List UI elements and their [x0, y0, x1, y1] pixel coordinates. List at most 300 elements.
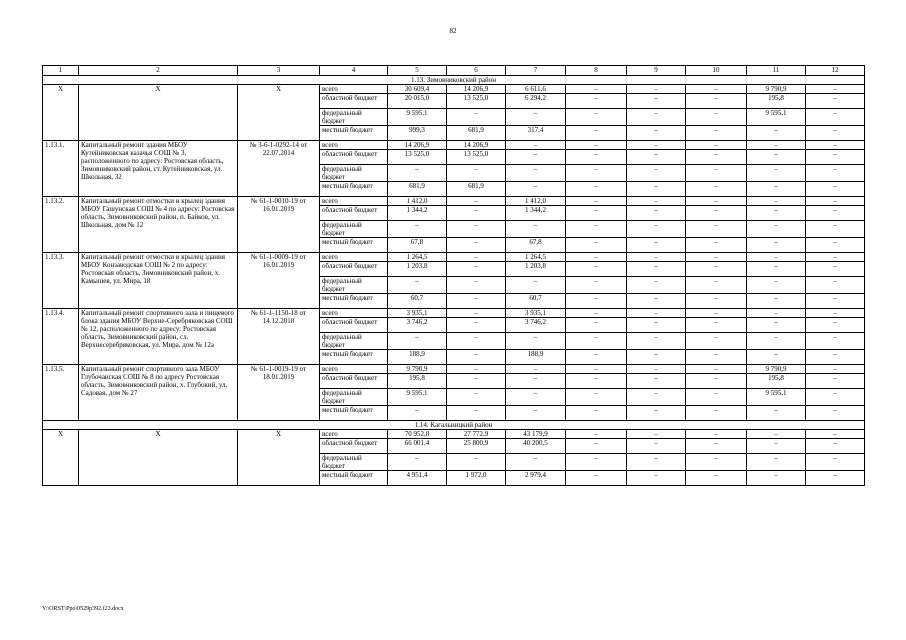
amount-cell: –: [686, 365, 747, 374]
amount-cell: –: [806, 197, 865, 206]
funding-source: всего: [320, 430, 388, 439]
amount-cell: 1 203,8: [388, 262, 447, 277]
amount-cell: –: [388, 221, 447, 238]
amount-cell: –: [806, 318, 865, 333]
amount-cell: 13 525,0: [447, 94, 506, 109]
amount-cell: –: [686, 126, 747, 141]
amount-cell: –: [506, 454, 566, 471]
amount-cell: 13 525,0: [447, 150, 506, 165]
amount-cell: 317,4: [506, 126, 566, 141]
amount-cell: –: [686, 318, 747, 333]
amount-cell: –: [506, 141, 566, 150]
amount-cell: –: [447, 406, 506, 421]
funding-source: федеральный бюджет: [320, 277, 388, 294]
amount-cell: 14 206,9: [388, 141, 447, 150]
amount-cell: 60,7: [388, 294, 447, 309]
amount-cell: 70 952,8: [388, 430, 447, 439]
amount-cell: –: [806, 85, 865, 94]
item-document: № 3-6-1-0292-14 от 22.07.2014: [238, 141, 320, 197]
table-row: [43, 141, 865, 150]
amount-cell: –: [447, 109, 506, 126]
funding-source: местный бюджет: [320, 406, 388, 421]
funding-source: всего: [320, 197, 388, 206]
amount-cell: –: [566, 150, 627, 165]
amount-cell: –: [686, 109, 747, 126]
column-header: 2: [79, 66, 238, 76]
section-title: 1.14. Кагальницкий район: [43, 421, 865, 430]
amount-cell: –: [747, 439, 806, 454]
amount-cell: –: [747, 238, 806, 253]
item-document: № 61-1-0009-19 от 16.01.2019: [238, 253, 320, 309]
amount-cell: –: [627, 221, 686, 238]
amount-cell: 681,9: [388, 182, 447, 197]
amount-cell: –: [686, 206, 747, 221]
amount-cell: –: [627, 206, 686, 221]
amount-cell: –: [627, 309, 686, 318]
amount-cell: –: [747, 454, 806, 471]
amount-cell: –: [806, 182, 865, 197]
amount-cell: –: [747, 150, 806, 165]
amount-cell: –: [806, 389, 865, 406]
table-row: [43, 253, 865, 262]
amount-cell: –: [627, 94, 686, 109]
amount-cell: –: [806, 94, 865, 109]
table-row: [43, 365, 865, 374]
amount-cell: –: [566, 365, 627, 374]
amount-cell: –: [506, 165, 566, 182]
amount-cell: –: [566, 182, 627, 197]
amount-cell: 1 412,0: [388, 197, 447, 206]
amount-cell: –: [627, 318, 686, 333]
funding-source: местный бюджет: [320, 126, 388, 141]
amount-cell: 14 206,9: [447, 85, 506, 94]
section-title: 1.13. Зимовниковский район: [43, 76, 865, 85]
amount-cell: 681,9: [447, 182, 506, 197]
amount-cell: –: [627, 109, 686, 126]
amount-cell: 2 979,4: [506, 471, 566, 486]
funding-source: федеральный бюджет: [320, 389, 388, 406]
amount-cell: –: [566, 141, 627, 150]
item-document: № 61-1-1150-18 от 14.12.2018: [238, 309, 320, 365]
amount-cell: –: [806, 294, 865, 309]
amount-cell: –: [388, 165, 447, 182]
amount-cell: –: [627, 165, 686, 182]
amount-cell: –: [566, 197, 627, 206]
amount-cell: 14 206,9: [447, 141, 506, 150]
funding-source: местный бюджет: [320, 471, 388, 486]
amount-cell: –: [447, 197, 506, 206]
amount-cell: –: [627, 262, 686, 277]
amount-cell: 13 525,0: [388, 150, 447, 165]
amount-cell: –: [627, 182, 686, 197]
amount-cell: –: [747, 350, 806, 365]
amount-cell: –: [566, 109, 627, 126]
amount-cell: –: [686, 471, 747, 486]
amount-cell: 9 595,1: [747, 109, 806, 126]
amount-cell: –: [566, 294, 627, 309]
item-document: № 61-1-0019-19 от 18.01.2019: [238, 365, 320, 421]
amount-cell: –: [686, 182, 747, 197]
amount-cell: 30 609,4: [388, 85, 447, 94]
funding-source: федеральный бюджет: [320, 165, 388, 182]
amount-cell: –: [686, 253, 747, 262]
amount-cell: –: [686, 309, 747, 318]
amount-cell: –: [747, 165, 806, 182]
amount-cell: –: [566, 454, 627, 471]
item-document: Х: [238, 85, 320, 141]
amount-cell: –: [566, 85, 627, 94]
amount-cell: –: [806, 439, 865, 454]
amount-cell: 1 264,5: [506, 253, 566, 262]
amount-cell: –: [806, 406, 865, 421]
amount-cell: 195,8: [388, 374, 447, 389]
column-header: 7: [506, 66, 566, 76]
amount-cell: –: [806, 374, 865, 389]
amount-cell: 3 935,1: [388, 309, 447, 318]
amount-cell: –: [447, 365, 506, 374]
amount-cell: –: [806, 365, 865, 374]
table-row: [43, 197, 865, 206]
amount-cell: –: [447, 318, 506, 333]
amount-cell: –: [447, 454, 506, 471]
amount-cell: –: [447, 206, 506, 221]
amount-cell: –: [627, 85, 686, 94]
amount-cell: –: [566, 253, 627, 262]
amount-cell: –: [686, 374, 747, 389]
column-header: 3: [238, 66, 320, 76]
amount-cell: 9 790,9: [747, 85, 806, 94]
amount-cell: 1 203,8: [506, 262, 566, 277]
amount-cell: –: [566, 350, 627, 365]
amount-cell: –: [627, 454, 686, 471]
amount-cell: 20 015,0: [388, 94, 447, 109]
section-title-row: [43, 76, 865, 85]
amount-cell: –: [806, 454, 865, 471]
amount-cell: 3 746,2: [388, 318, 447, 333]
amount-cell: –: [747, 318, 806, 333]
amount-cell: –: [566, 165, 627, 182]
amount-cell: –: [506, 182, 566, 197]
item-name: Капитальный ремонт отмостки и крылец здания МБОУ Конзаводская СОШ № 2 по адресу: Ростовская область, Зимовниковский район, х. Камышев, ул. Мира, 18: [79, 253, 238, 309]
amount-cell: –: [566, 126, 627, 141]
amount-cell: 3 746,2: [506, 318, 566, 333]
amount-cell: –: [627, 365, 686, 374]
amount-cell: 999,3: [388, 126, 447, 141]
item-number: Х: [43, 85, 79, 141]
amount-cell: –: [806, 333, 865, 350]
funding-source: федеральный бюджет: [320, 333, 388, 350]
amount-cell: –: [747, 182, 806, 197]
amount-cell: –: [566, 309, 627, 318]
funding-source: местный бюджет: [320, 238, 388, 253]
item-document: № 61-1-0010-19 от 16.01.2019: [238, 197, 320, 253]
amount-cell: –: [447, 221, 506, 238]
amount-cell: –: [747, 471, 806, 486]
amount-cell: 3 935,1: [506, 309, 566, 318]
amount-cell: –: [627, 238, 686, 253]
funding-source: областной бюджет: [320, 374, 388, 389]
amount-cell: –: [447, 294, 506, 309]
item-number: 1.13.3.: [43, 253, 79, 309]
amount-cell: 60,7: [506, 294, 566, 309]
amount-cell: –: [686, 350, 747, 365]
amount-cell: –: [686, 221, 747, 238]
amount-cell: –: [566, 221, 627, 238]
amount-cell: –: [686, 262, 747, 277]
amount-cell: –: [566, 206, 627, 221]
funding-source: федеральный бюджет: [320, 221, 388, 238]
amount-cell: –: [566, 262, 627, 277]
amount-cell: –: [806, 253, 865, 262]
amount-cell: –: [806, 206, 865, 221]
amount-cell: –: [566, 277, 627, 294]
funding-source: всего: [320, 365, 388, 374]
column-header: 5: [388, 66, 447, 76]
amount-cell: –: [806, 238, 865, 253]
amount-cell: –: [747, 277, 806, 294]
funding-source: местный бюджет: [320, 182, 388, 197]
amount-cell: 1 344,2: [388, 206, 447, 221]
funding-source: федеральный бюджет: [320, 454, 388, 471]
amount-cell: –: [627, 333, 686, 350]
item-number: 1.13.2.: [43, 197, 79, 253]
item-number: 1.13.5.: [43, 365, 79, 421]
amount-cell: 681,9: [447, 126, 506, 141]
item-number: Х: [43, 430, 79, 486]
amount-cell: 9 790,9: [388, 365, 447, 374]
funding-source: всего: [320, 141, 388, 150]
funding-source: федеральный бюджет: [320, 109, 388, 126]
amount-cell: –: [627, 374, 686, 389]
amount-cell: –: [686, 150, 747, 165]
item-name: Х: [79, 85, 238, 141]
amount-cell: –: [388, 333, 447, 350]
amount-cell: –: [447, 165, 506, 182]
amount-cell: –: [388, 406, 447, 421]
amount-cell: 6 611,6: [506, 85, 566, 94]
amount-cell: 25 800,9: [447, 439, 506, 454]
page-number: 82: [449, 27, 457, 35]
funding-source: областной бюджет: [320, 318, 388, 333]
amount-cell: –: [747, 309, 806, 318]
amount-cell: –: [447, 389, 506, 406]
amount-cell: –: [506, 109, 566, 126]
amount-cell: 9 595,1: [388, 109, 447, 126]
amount-cell: –: [566, 318, 627, 333]
amount-cell: 40 200,5: [506, 439, 566, 454]
funding-source: областной бюджет: [320, 94, 388, 109]
funding-source: областной бюджет: [320, 150, 388, 165]
amount-cell: –: [806, 141, 865, 150]
funding-source: местный бюджет: [320, 350, 388, 365]
amount-cell: –: [566, 374, 627, 389]
item-document: Х: [238, 430, 320, 486]
item-number: 1.13.1.: [43, 141, 79, 197]
amount-cell: –: [686, 333, 747, 350]
amount-cell: –: [566, 94, 627, 109]
amount-cell: –: [747, 262, 806, 277]
amount-cell: 67,8: [506, 238, 566, 253]
column-header: 10: [686, 66, 747, 76]
amount-cell: –: [566, 333, 627, 350]
amount-cell: 27 772,9: [447, 430, 506, 439]
amount-cell: –: [806, 150, 865, 165]
amount-cell: –: [747, 430, 806, 439]
amount-cell: –: [506, 221, 566, 238]
table-row: [43, 430, 865, 439]
amount-cell: –: [686, 238, 747, 253]
amount-cell: –: [747, 333, 806, 350]
amount-cell: –: [747, 294, 806, 309]
column-header: 8: [566, 66, 627, 76]
amount-cell: –: [686, 85, 747, 94]
amount-cell: –: [747, 126, 806, 141]
amount-cell: –: [447, 277, 506, 294]
amount-cell: –: [686, 197, 747, 206]
amount-cell: –: [627, 253, 686, 262]
funding-source: всего: [320, 309, 388, 318]
amount-cell: –: [806, 109, 865, 126]
funding-source: всего: [320, 85, 388, 94]
amount-cell: –: [447, 253, 506, 262]
amount-cell: –: [447, 374, 506, 389]
amount-cell: –: [686, 439, 747, 454]
column-header: 6: [447, 66, 506, 76]
amount-cell: –: [806, 471, 865, 486]
amount-cell: –: [747, 206, 806, 221]
amount-cell: –: [806, 126, 865, 141]
amount-cell: 9 595,1: [388, 389, 447, 406]
section-title-row: [43, 421, 865, 430]
amount-cell: –: [388, 277, 447, 294]
amount-cell: –: [506, 406, 566, 421]
funding-source: местный бюджет: [320, 294, 388, 309]
funding-source: областной бюджет: [320, 262, 388, 277]
column-header: 4: [320, 66, 388, 76]
amount-cell: –: [627, 406, 686, 421]
amount-cell: 43 179,9: [506, 430, 566, 439]
amount-cell: –: [388, 454, 447, 471]
amount-cell: –: [447, 262, 506, 277]
amount-cell: –: [627, 277, 686, 294]
amount-cell: 1 972,0: [447, 471, 506, 486]
amount-cell: 188,9: [506, 350, 566, 365]
amount-cell: –: [506, 365, 566, 374]
amount-cell: –: [686, 141, 747, 150]
column-header-row: [43, 66, 865, 76]
item-name: Капитальный ремонт отмостки и крылец здания МБОУ Гашунская СОШ № 4 по адресу: Ростовская область, Зимовниковский район, п. Байков, ул. Школьная, дом № 12: [79, 197, 238, 253]
item-name: Капитальный ремонт спортивного зала МБОУ Глубочанская СОШ № 8 по адресу Ростовская область, Зимовниковский район, х. Глубокий, ул. Садовая, дом № 27: [79, 365, 238, 421]
table-row: [43, 85, 865, 94]
amount-cell: –: [566, 238, 627, 253]
amount-cell: –: [806, 221, 865, 238]
amount-cell: –: [686, 94, 747, 109]
amount-cell: –: [686, 389, 747, 406]
column-header: 11: [747, 66, 806, 76]
item-number: 1.13.4.: [43, 309, 79, 365]
amount-cell: –: [627, 389, 686, 406]
amount-cell: –: [686, 430, 747, 439]
amount-cell: –: [806, 262, 865, 277]
amount-cell: –: [627, 350, 686, 365]
amount-cell: 1 344,2: [506, 206, 566, 221]
amount-cell: 9 790,9: [747, 365, 806, 374]
column-header: 1: [43, 66, 79, 76]
amount-cell: –: [747, 253, 806, 262]
amount-cell: 9 595,1: [747, 389, 806, 406]
amount-cell: 4 951,4: [388, 471, 447, 486]
amount-cell: –: [627, 471, 686, 486]
amount-cell: –: [686, 277, 747, 294]
amount-cell: 195,8: [747, 94, 806, 109]
amount-cell: –: [747, 197, 806, 206]
funding-source: областной бюджет: [320, 439, 388, 454]
amount-cell: 66 001,4: [388, 439, 447, 454]
amount-cell: –: [806, 277, 865, 294]
funding-source: всего: [320, 253, 388, 262]
amount-cell: –: [566, 430, 627, 439]
amount-cell: –: [566, 471, 627, 486]
amount-cell: –: [506, 374, 566, 389]
amount-cell: 1 412,0: [506, 197, 566, 206]
item-name: Капитальный ремонт здания МБОУ Кутейниковская казачья СОШ № 3, расположенного по адресу: Ростовская область, Зимовниковский район, ст. Кутейниковская, ул. Школьная, 32: [79, 141, 238, 197]
amount-cell: –: [686, 406, 747, 421]
amount-cell: 1 264,5: [388, 253, 447, 262]
amount-cell: –: [506, 389, 566, 406]
amount-cell: –: [566, 406, 627, 421]
amount-cell: –: [627, 126, 686, 141]
amount-cell: –: [627, 439, 686, 454]
amount-cell: –: [806, 309, 865, 318]
amount-cell: –: [447, 350, 506, 365]
file-path-footer: Y:\ORST\Ppo\0529p392.f23.docx: [42, 606, 124, 612]
budget-table: [42, 65, 865, 486]
amount-cell: 67,8: [388, 238, 447, 253]
column-header: 12: [806, 66, 865, 76]
amount-cell: –: [686, 165, 747, 182]
amount-cell: –: [627, 197, 686, 206]
amount-cell: –: [566, 439, 627, 454]
amount-cell: 6 294,2: [506, 94, 566, 109]
amount-cell: 195,8: [747, 374, 806, 389]
amount-cell: –: [747, 221, 806, 238]
item-name: Х: [79, 430, 238, 486]
amount-cell: –: [566, 389, 627, 406]
amount-cell: –: [506, 277, 566, 294]
amount-cell: –: [747, 141, 806, 150]
table-row: [43, 309, 865, 318]
amount-cell: –: [627, 150, 686, 165]
amount-cell: –: [627, 294, 686, 309]
item-name: Капитальный ремонт спортивного зала и пищевого блока здания МБОУ Верхне-Серебряковская СОШ № 12, расположенного по адресу: Ростовская область, Зимовниковский район, сл. Верхнесеребряковская, ул. Мира, дом № 12а: [79, 309, 238, 365]
amount-cell: –: [447, 238, 506, 253]
amount-cell: –: [506, 333, 566, 350]
column-header: 9: [627, 66, 686, 76]
amount-cell: –: [447, 333, 506, 350]
amount-cell: 188,9: [388, 350, 447, 365]
amount-cell: –: [506, 150, 566, 165]
amount-cell: –: [806, 430, 865, 439]
amount-cell: –: [447, 309, 506, 318]
amount-cell: –: [686, 294, 747, 309]
amount-cell: –: [627, 430, 686, 439]
amount-cell: –: [806, 350, 865, 365]
funding-source: областной бюджет: [320, 206, 388, 221]
amount-cell: –: [627, 141, 686, 150]
amount-cell: –: [686, 454, 747, 471]
amount-cell: –: [747, 406, 806, 421]
amount-cell: –: [806, 165, 865, 182]
